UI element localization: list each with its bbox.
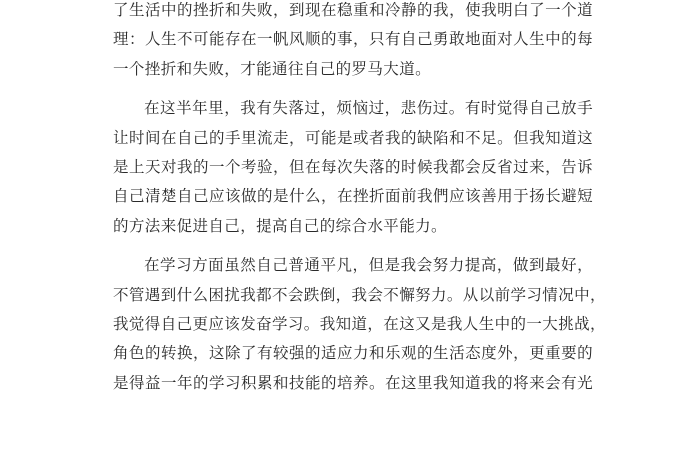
text-line: 理：人生不可能存在一帆风顺的事，只有自己勇敢地面对人生中的每 <box>113 30 593 49</box>
text-line: 不管遇到什么困扰我都不会跌倒，我会不懈努力。从以前学习情况中， <box>113 285 606 304</box>
text-line: 的方法来促进自己，提高自己的综合水平能力。 <box>113 216 447 235</box>
paragraph-3 <box>113 251 606 398</box>
text-line: 是上天对我的一个考验，但在每次失落的时候我都会反省过来，告诉 <box>113 157 593 176</box>
paragraph-2 <box>113 94 593 241</box>
text-line: 我觉得自己更应该发奋学习。我知道，在这又是我人生中的一大挑战， <box>113 314 606 333</box>
text-line: 了生活中的挫折和失败，到现在稳重和冷静的我，使我明白了一个道 <box>113 1 593 19</box>
document-body <box>113 0 606 398</box>
text-line: 自己清楚自己应该做的是什么，在挫折面前我們应该善用于扬长避短 <box>113 187 593 206</box>
text-line: 让时间在自己的手里流走，可能是或者我的缺陷和不足。但我知道这 <box>113 128 593 147</box>
text-line: 在这半年里，我有失落过，烦恼过，悲伤过。有时觉得自己放手 <box>144 99 593 118</box>
text-line: 是得益一年的学习积累和技能的培养。在这里我知道我的将来会有光 <box>113 373 593 392</box>
paragraph-1 <box>113 0 593 84</box>
text-line: 一个挫折和失败，才能通往自己的罗马大道。 <box>113 59 432 78</box>
text-line: 在学习方面虽然自己普通平凡，但是我会努力提高，做到最好， <box>144 256 593 275</box>
text-line: 角色的转换，这除了有较强的适应力和乐观的生活态度外，更重要的 <box>113 344 593 363</box>
